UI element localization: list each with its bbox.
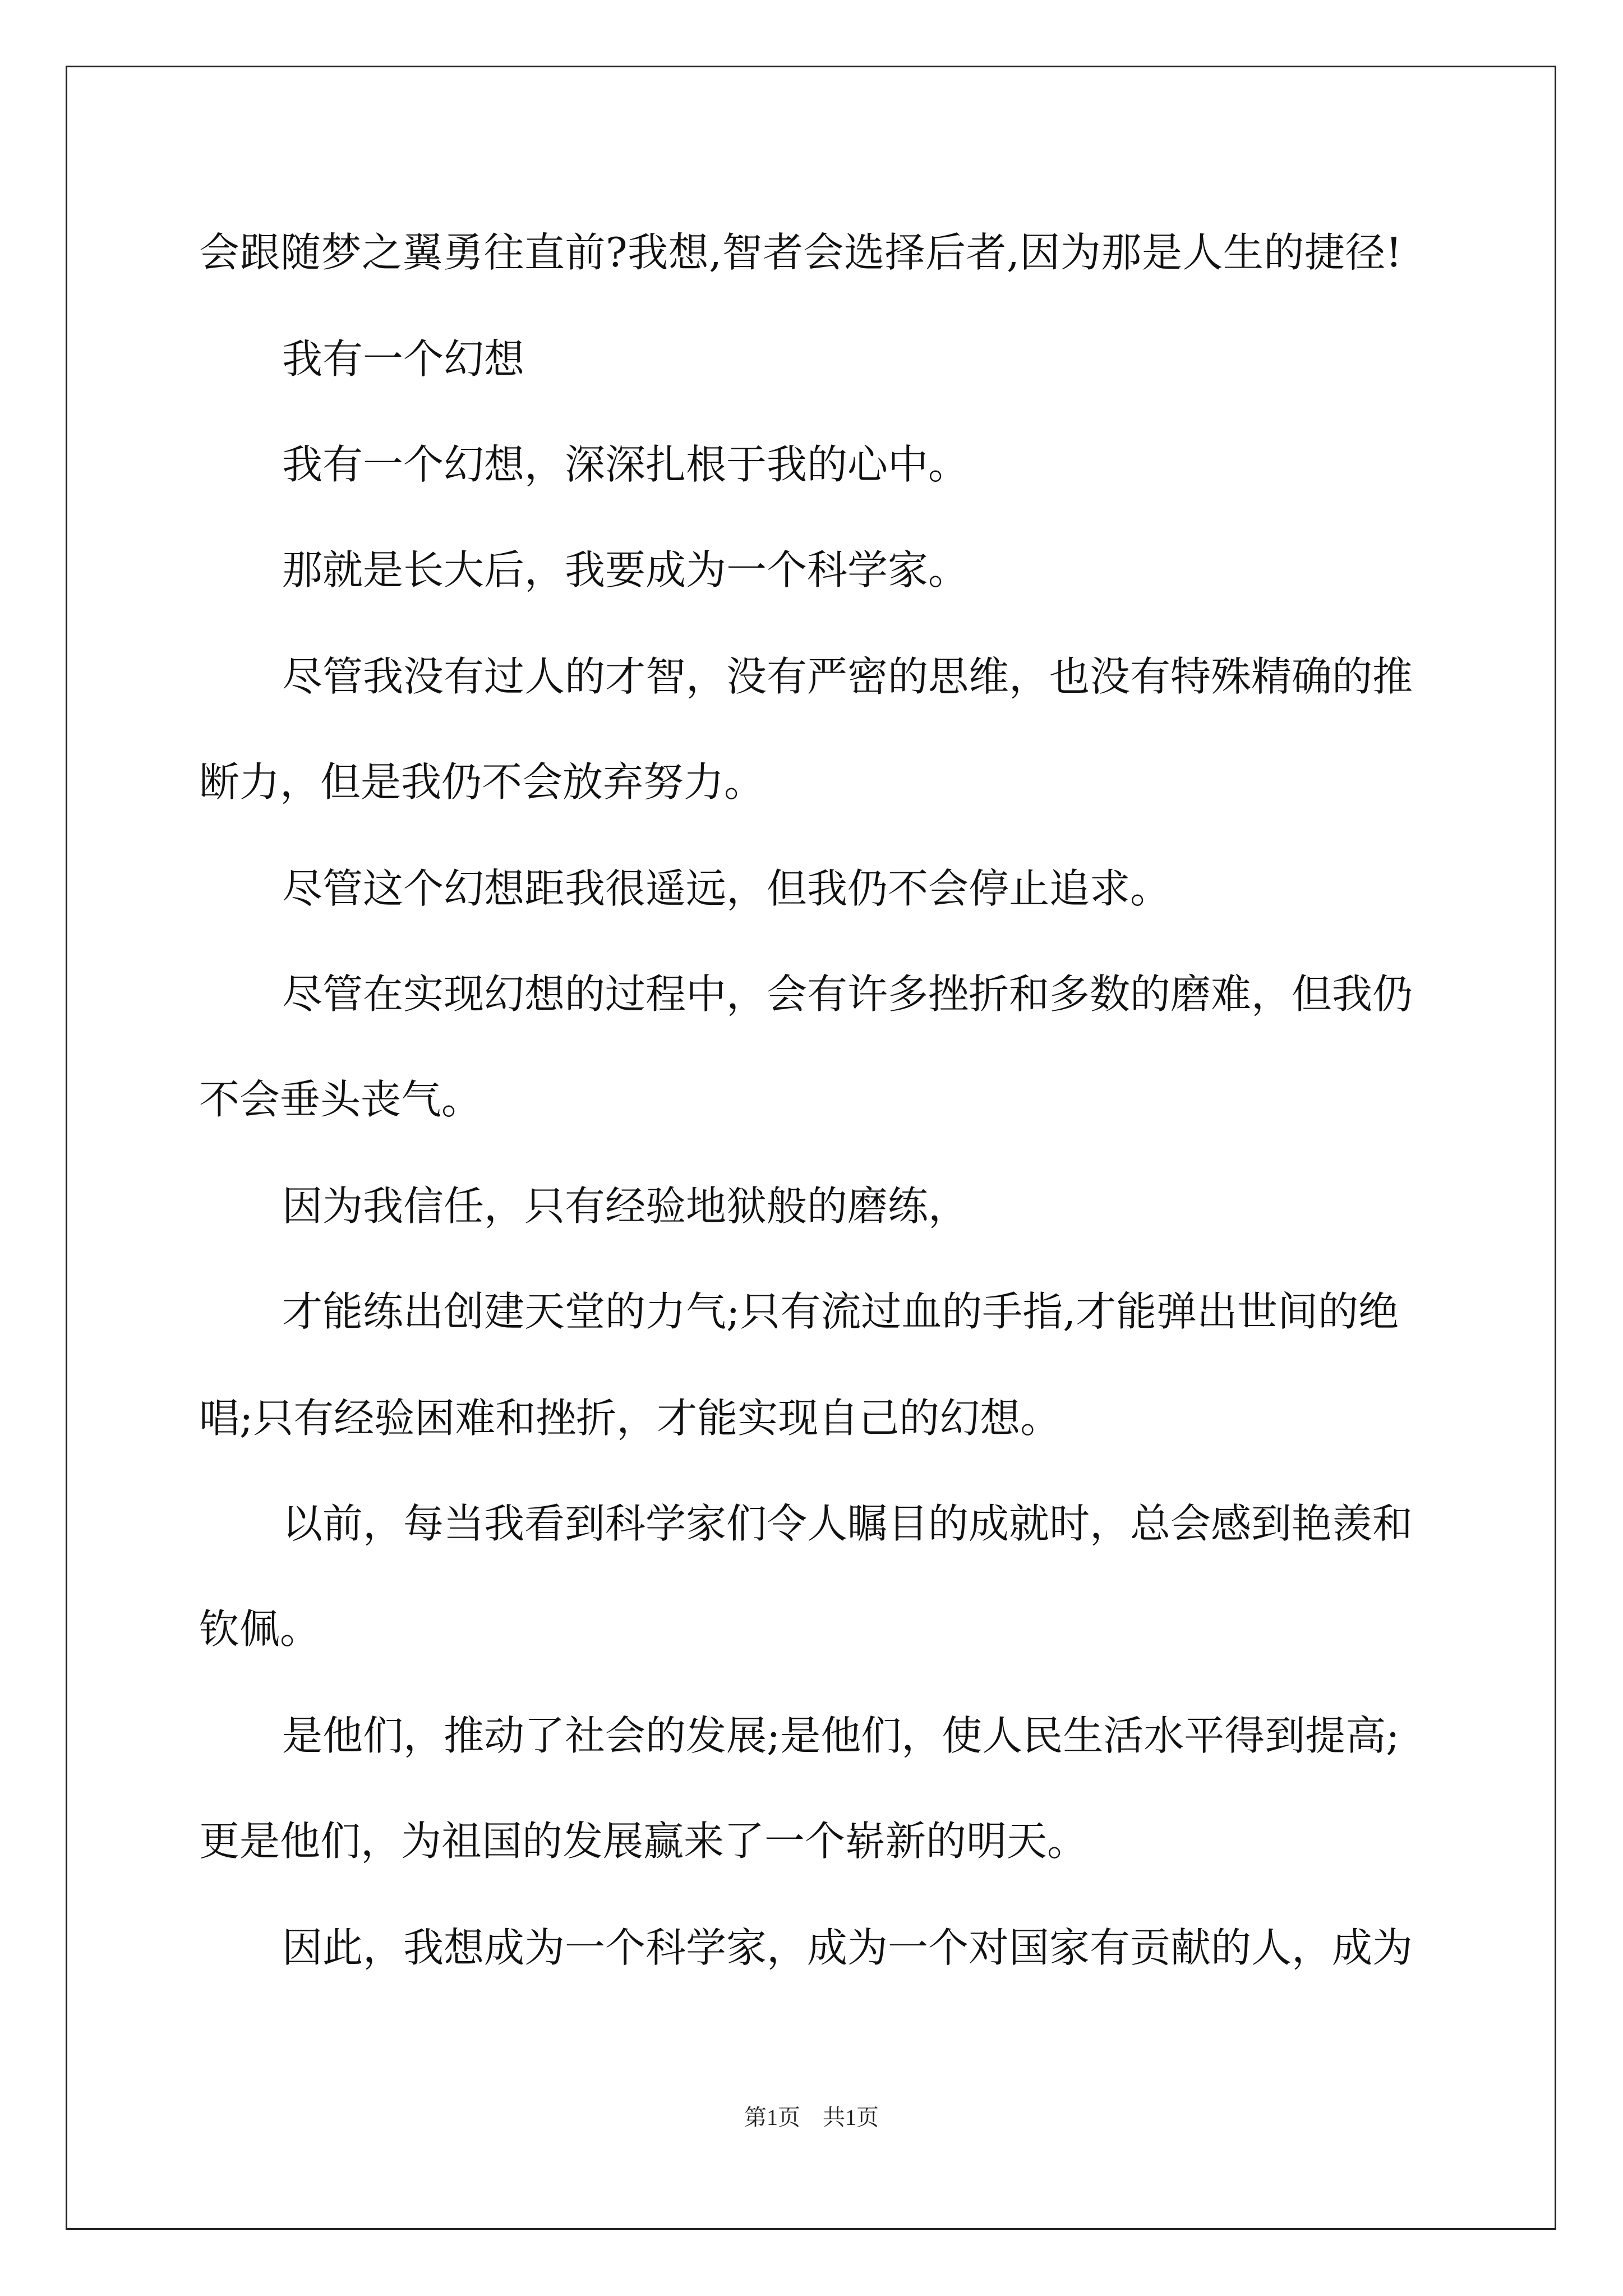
text-line-2: 我有一个幻想 — [282, 335, 525, 383]
text-line-10: 因为我信任，只有经验地狱般的磨练， — [282, 1182, 969, 1230]
text-line-16: 更是他们，为祖国的发展赢来了一个崭新的明天。 — [199, 1818, 1088, 1865]
text-line-7: 尽管这个幻想距我很遥远，但我仍不会停止追求。 — [282, 865, 1171, 912]
text-line-8: 尽管在实现幻想的过程中，会有许多挫折和多数的磨难，但我仍 — [282, 970, 1413, 1018]
text-line-15: 是他们，推动了社会的发展;是他们，使人民生活水平得到提高; — [282, 1712, 1400, 1759]
text-line-9: 不会垂头丧气。 — [199, 1076, 482, 1123]
text-line-4: 那就是长大后，我要成为一个科学家。 — [282, 546, 969, 593]
text-line-5: 尽管我没有过人的才智，没有严密的思维，也没有特殊精确的推 — [282, 653, 1413, 700]
text-line-11: 才能练出创建天堂的力气;只有流过血的手指,才能弹出世间的绝 — [282, 1288, 1399, 1335]
text-line-17: 因此，我想成为一个科学家，成为一个对国家有贡献的人，成为 — [282, 1924, 1413, 1971]
text-line-6: 断力，但是我仍不会放弃努力。 — [199, 758, 765, 806]
page-footer: 第1页 共1页 — [744, 2105, 879, 2130]
text-line-12: 唱;只有经验困难和挫折，才能实现自己的幻想。 — [199, 1395, 1061, 1442]
text-line-3: 我有一个幻想，深深扎根于我的心中。 — [282, 441, 969, 488]
text-line-13: 以前，每当我看到科学家们令人瞩目的成就时，总会感到艳羡和 — [282, 1500, 1413, 1547]
text-line-1: 会跟随梦之翼勇往直前?我想,智者会选择后者,因为那是人生的捷径! — [199, 229, 1403, 276]
text-line-14: 钦佩。 — [199, 1605, 321, 1653]
page-frame — [66, 66, 1556, 2230]
